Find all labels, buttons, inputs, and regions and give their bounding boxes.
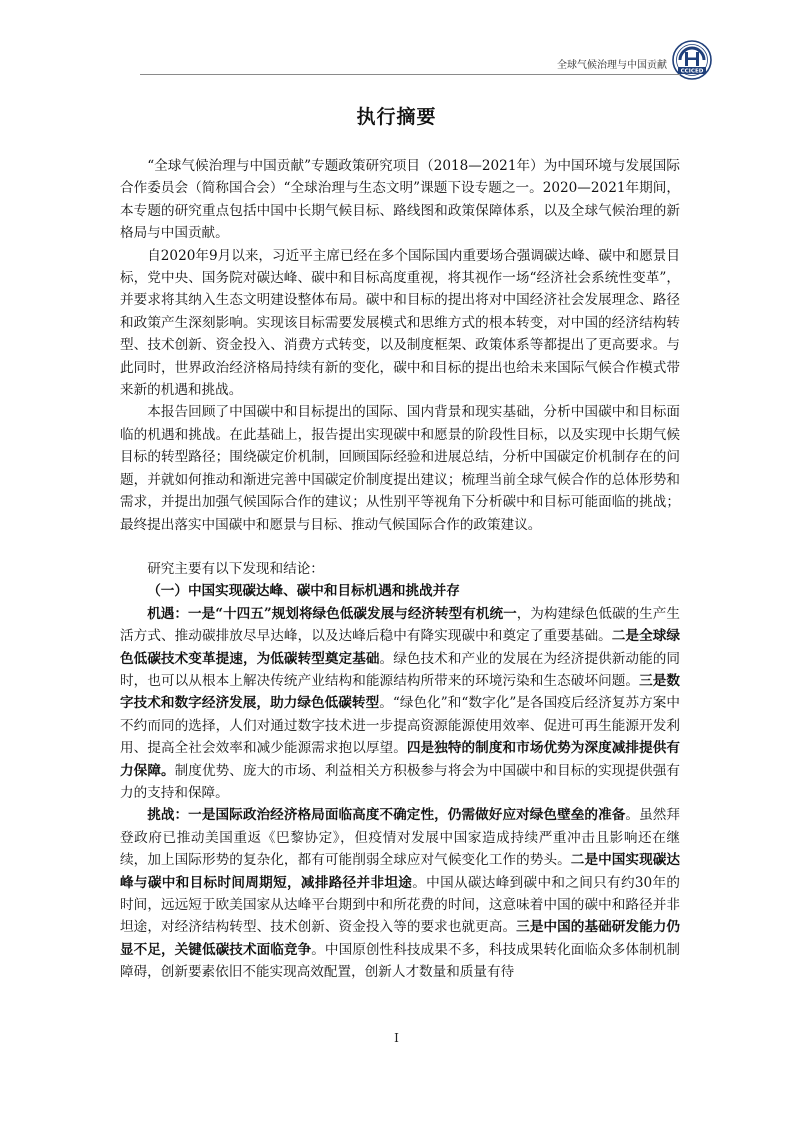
- opportunity-3-bold: 三是数字技术和数字经济发展，助力绿色低碳转型: [120, 672, 681, 712]
- running-header-title: 全球气候治理与中国贡献: [557, 60, 667, 71]
- opportunity-2-bold: 二是全球绿色低碳技术变革提速，为低碳转型奠定基础: [120, 628, 680, 667]
- opportunity-1-bold: 机遇：一是“十四五”规划将绿色低碳发展与经济转型有机统一: [147, 605, 517, 622]
- findings-intro: 研究主要有以下发现和结论：: [147, 560, 324, 577]
- svg-text:CCICED: CCICED: [680, 68, 704, 75]
- paragraph-background: 自2020年9月以来，习近平主席已经在多个国际国内重要场合强调碳达峰、碳中和愿景目标，党中央、国务院对碳达峰、碳中和目标高度重视，将其视作一场“经济社会系统性变革”，并要求将其纳入生态文明建设整体布局。碳中和目标的提出将对中国经济社会发展理念、路径和政策产生深刻影响。实现该目标需要发展模式和思维方式的根本转变，对中国的经济结构转型、技术创新、资金投入、消费方式转变，以及制度框架、政策体系等都提出了更高要求。与此同时，世界政治经济格局持续有新的变化，碳中和目标的提出也给未来国际气候合作模式带来新的机遇和挑战。: [120, 247, 680, 399]
- challenge-3-bold: 三是中国的基础研发能力仍显不足，关键低碳技术面临竞争: [120, 919, 681, 958]
- page-number: I: [394, 1031, 399, 1045]
- opportunity-3-text: 。“绿色化”和“数字化”是各国疫后经济复苏方案中不约而同的选择，人们对通过数字技术进一步提高资源能源使用效率、促进可再生能源开发利用、提高全社会效率和减少能源需求抱以厚望。: [120, 695, 681, 757]
- header-rule: [140, 74, 680, 75]
- challenge-2-bold: 二是中国实现碳达峰与碳中和目标时间周期短，减排路径并非坦途: [120, 852, 681, 891]
- section-heading: （一）中国实现碳达峰、碳中和目标机遇和挑战并存: [147, 583, 460, 600]
- paragraph-intro: “全球气候治理与中国贡献”专题政策研究项目（2018—2021年）为中国环境与发展国际合作委员会（简称国合会）“全球治理与生态文明”课题下设专题之一。2020—2021年期间，本专题的研究重点包括中国中长期气候目标、路线图和政策保障体系，以及全球气候治理的新格局与中国贡献。: [120, 158, 680, 242]
- challenge-1-text: 。虽然拜登政府已推动美国重返《巴黎协定》，但疫情对发展中国家造成持续严重冲击且影响还在继续，加上国际形势的复杂化，都有可能削弱全球应对气候变化工作的势头。: [120, 807, 681, 869]
- challenge-1-bold: 挑战：一是国际政治经济格局面临高度不确定性，仍需做好应对绿色壁垒的准备: [147, 807, 626, 824]
- opportunity-4-bold: 四是独特的制度和市场优势为深度减排提供有力保障。: [120, 740, 681, 779]
- opportunity-1-text: ，为构建绿色低碳的生产生活方式、推动碳排放尽早达峰，以及达峰后稳中有降实现碳中和奠定了重要基础。: [120, 605, 680, 645]
- paragraph-opportunities: [120, 603, 680, 805]
- opportunity-2-text: 。绿色技术和产业的发展在为经济提供新动能的同时，也可以从根本上解决传统产业结构和能源结构所带来的环境污染和生态破坏问题。: [120, 650, 681, 689]
- opportunity-4-text: 制度优势、庞大的市场、利益相关方积极参与将会为中国碳中和目标的实现提供强有力的支持和保障。: [120, 762, 680, 801]
- body-text: [120, 155, 680, 984]
- challenge-2-text: 。中国从碳达峰到碳中和之间只有约30年的时间，远远短于欧美国家从达峰平台期到中和所花费的时间，这意味着中国的碳中和路径并非坦途，对经济结构转型、技术创新、资金投入等的要求也就更高。: [120, 874, 681, 936]
- challenge-3-text: 。中国原创性科技成果不多，科技成果转化面临众多体制机制障碍，创新要素依旧不能实现高效配置，创新人才数量和质量有待: [120, 941, 681, 981]
- paragraph-challenges: [120, 804, 680, 983]
- paragraph-report-overview: 本报告回顾了中国碳中和目标提出的国际、国内背景和现实基础，分析中国碳中和目标面临的机遇和挑战。在此基础上，报告提出实现碳中和愿景的阶段性目标，以及实现中长期气候目标的转型路径；围绕碳定价机制，回顾国际经验和进展总结，分析中国碳定价机制存在的问题，并就如何推动和渐进完善中国碳定价制度提出建议；梳理当前全球气候合作的总体形势和需求，并提出加强气候国际合作的建议；从性别平等视角下分析碳中和目标可能面临的挑战；最终提出落实中国碳中和愿景与目标、推动气候国际合作的政策建议。: [120, 404, 680, 533]
- page-title: 执行摘要: [356, 106, 437, 128]
